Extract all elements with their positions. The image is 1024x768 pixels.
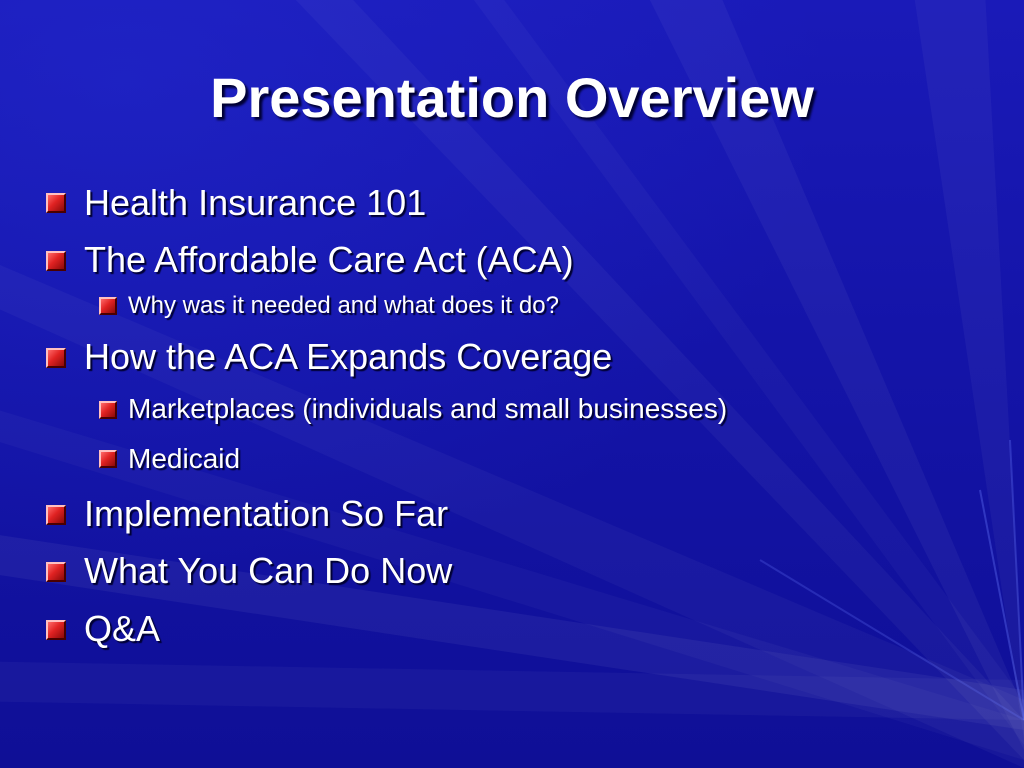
bullet-item: What You Can Do Now — [84, 550, 453, 591]
bullet-item: Implementation So Far — [84, 493, 449, 534]
red-square-bullet-icon — [99, 450, 117, 468]
red-square-bullet-icon — [99, 401, 117, 419]
bullet-item: The Affordable Care Act (ACA) — [84, 239, 574, 280]
bullet-item: Q&A — [84, 608, 161, 649]
red-square-bullet-icon — [46, 562, 66, 582]
sub-bullet-item: Why was it needed and what does it do? — [128, 292, 559, 319]
red-square-bullet-icon — [99, 297, 117, 315]
bullet-item: How the ACA Expands Coverage — [84, 336, 613, 377]
bullet-item: Health Insurance 101 — [84, 182, 427, 223]
red-square-bullet-icon — [46, 348, 66, 368]
red-square-bullet-icon — [46, 505, 66, 525]
red-square-bullet-icon — [46, 193, 66, 213]
sub-bullet-item: Marketplaces (individuals and small businesses) — [128, 393, 728, 424]
page-title: Presentation Overview — [210, 66, 814, 129]
sub-bullet-item: Medicaid — [128, 443, 241, 474]
red-square-bullet-icon — [46, 251, 66, 271]
red-square-bullet-icon — [46, 620, 66, 640]
